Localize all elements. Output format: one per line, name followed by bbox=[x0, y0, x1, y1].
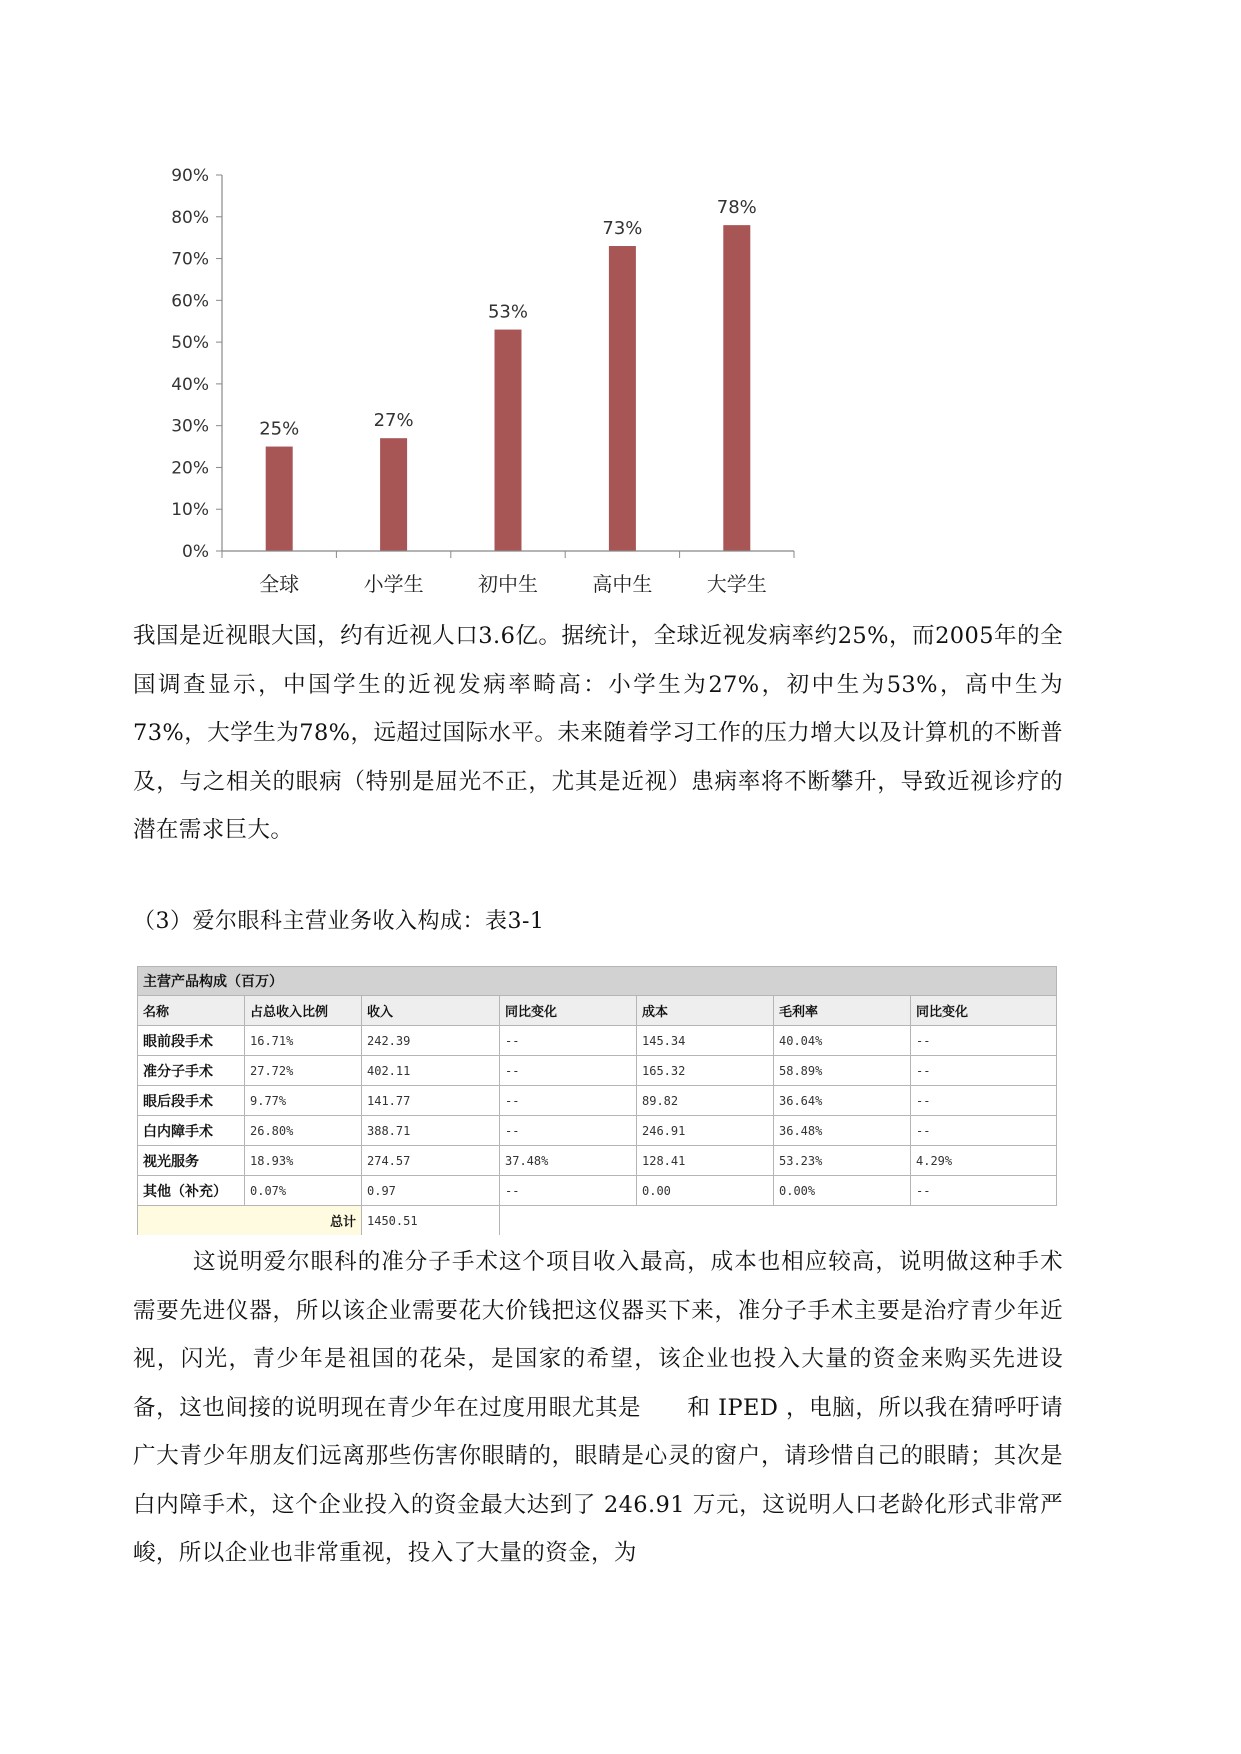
table-row bbox=[138, 1176, 1057, 1206]
bar bbox=[266, 447, 293, 551]
column-header: 收入 bbox=[362, 996, 500, 1026]
y-tick-label: 80% bbox=[171, 207, 209, 228]
category-label: 全球 bbox=[259, 572, 300, 596]
cell-margin-yoy: -- bbox=[911, 1056, 1057, 1086]
cell-share: 16.71% bbox=[245, 1026, 362, 1056]
column-header: 同比变化 bbox=[911, 996, 1057, 1026]
cell-cost: 165.32 bbox=[637, 1056, 774, 1086]
cell-margin: 53.23% bbox=[774, 1146, 911, 1176]
y-tick-label: 20% bbox=[171, 458, 209, 479]
data-label: 78% bbox=[716, 197, 757, 219]
revenue-composition-table bbox=[137, 966, 1057, 1235]
cell-yoy: -- bbox=[500, 1176, 637, 1206]
cell-revenue: 274.57 bbox=[362, 1146, 500, 1176]
cell-margin: 36.48% bbox=[774, 1116, 911, 1146]
cell-cost: 0.00 bbox=[637, 1176, 774, 1206]
y-tick-label: 50% bbox=[171, 333, 209, 354]
y-tick-label: 40% bbox=[171, 374, 209, 395]
column-header: 占总收入比例 bbox=[245, 996, 362, 1026]
total-label: 总计 bbox=[138, 1206, 362, 1236]
myopia-rate-bar-chart bbox=[0, 0, 1241, 620]
row-name: 白内障手术 bbox=[138, 1116, 245, 1146]
cell-margin-yoy: -- bbox=[911, 1116, 1057, 1146]
section-heading: （3）爱尔眼科主营业务收入构成：表3-1 bbox=[133, 909, 545, 934]
cell-margin: 58.89% bbox=[774, 1056, 911, 1086]
total-value: 1450.51 bbox=[362, 1206, 500, 1236]
data-label: 73% bbox=[602, 218, 643, 240]
column-header: 成本 bbox=[637, 996, 774, 1026]
cell-yoy: -- bbox=[500, 1086, 637, 1116]
cell-yoy: -- bbox=[500, 1056, 637, 1086]
cell-share: 9.77% bbox=[245, 1086, 362, 1116]
category-label: 小学生 bbox=[363, 572, 424, 596]
cell-margin-yoy: -- bbox=[911, 1086, 1057, 1116]
row-name: 视光服务 bbox=[138, 1146, 245, 1176]
y-tick-label: 10% bbox=[171, 500, 209, 521]
cell-revenue: 0.97 bbox=[362, 1176, 500, 1206]
table-row bbox=[138, 1056, 1057, 1086]
row-name: 眼前段手术 bbox=[138, 1026, 245, 1056]
cell-margin-yoy: -- bbox=[911, 1176, 1057, 1206]
cell-cost: 128.41 bbox=[637, 1146, 774, 1176]
y-tick-label: 60% bbox=[171, 291, 209, 312]
table-header-row bbox=[138, 996, 1057, 1026]
table-row bbox=[138, 1146, 1057, 1176]
row-name: 其他（补充） bbox=[138, 1176, 245, 1206]
cell-cost: 246.91 bbox=[637, 1116, 774, 1146]
table-row bbox=[138, 1116, 1057, 1146]
cell-share: 26.80% bbox=[245, 1116, 362, 1146]
revenue-table-container bbox=[137, 966, 1056, 1235]
cell-margin: 0.00% bbox=[774, 1176, 911, 1206]
cell-revenue: 388.71 bbox=[362, 1116, 500, 1146]
cell-yoy: -- bbox=[500, 1116, 637, 1146]
bar bbox=[723, 225, 750, 551]
data-label: 27% bbox=[373, 410, 414, 432]
cell-share: 0.07% bbox=[245, 1176, 362, 1206]
cell-yoy: -- bbox=[500, 1026, 637, 1056]
cell-margin-yoy: -- bbox=[911, 1026, 1057, 1056]
cell-revenue: 141.77 bbox=[362, 1086, 500, 1116]
cell-margin: 40.04% bbox=[774, 1026, 911, 1056]
bar bbox=[609, 246, 636, 551]
row-name: 眼后段手术 bbox=[138, 1086, 245, 1116]
bar bbox=[495, 330, 522, 551]
y-tick-label: 30% bbox=[171, 416, 209, 437]
category-label: 大学生 bbox=[706, 572, 767, 596]
cell-share: 18.93% bbox=[245, 1146, 362, 1176]
total-filler bbox=[500, 1206, 1057, 1236]
bar bbox=[380, 438, 407, 551]
cell-share: 27.72% bbox=[245, 1056, 362, 1086]
row-name: 准分子手术 bbox=[138, 1056, 245, 1086]
cell-revenue: 402.11 bbox=[362, 1056, 500, 1086]
cell-margin: 36.64% bbox=[774, 1086, 911, 1116]
table-row bbox=[138, 1086, 1057, 1116]
y-tick-label: 0% bbox=[182, 542, 209, 562]
table-total-row bbox=[138, 1206, 1057, 1236]
category-label: 初中生 bbox=[478, 572, 538, 596]
paragraph-analysis: 这说明爱尔眼科的准分子手术这个项目收入最高，成本也相应较高，说明做这种手术需要先进仪器，所以该企业需要花大价钱把这仪器买下来，准分子手术主要是治疗青少年近视，闪光，青少年是祖国的花朵，是国家的希望，该企业也投入大量的资金来购买先进设备，这也间接的说明现在青少年在过度用眼尤其是 和 IPED ，电脑，所以我在猜呼吁请广大青少年朋友们远离那些伤害你眼睛的，眼睛是心灵的窗户，请珍惜自己的眼睛；其次是白内障手术，这个企业投入的资金最大达到了 246.91 万元，这说明人口老龄化形式非常严峻，所以企业也非常重视，投入了大量的资金，为 bbox=[133, 1249, 1063, 1566]
column-header: 毛利率 bbox=[774, 996, 911, 1026]
column-header: 名称 bbox=[138, 996, 245, 1026]
table-caption: 主营产品构成（百万） bbox=[138, 967, 1057, 996]
category-label: 高中生 bbox=[592, 572, 653, 596]
cell-yoy: 37.48% bbox=[500, 1146, 637, 1176]
cell-cost: 145.34 bbox=[637, 1026, 774, 1056]
column-header: 同比变化 bbox=[500, 996, 637, 1026]
y-tick-label: 70% bbox=[171, 249, 209, 270]
cell-cost: 89.82 bbox=[637, 1086, 774, 1116]
cell-revenue: 242.39 bbox=[362, 1026, 500, 1056]
y-tick-label: 90% bbox=[171, 166, 209, 186]
paragraph-myopia-statistics: 我国是近视眼大国，约有近视人口3.6亿。据统计，全球近视发病率约25%，而2005年的全国调查显示，中国学生的近视发病率畸高：小学生为27%，初中生为53%，高中生为73%，大学生为78%，远超过国际水平。未来随着学习工作的压力增大以及计算机的不断普及，与之相关的眼病（特别是屈光不正，尤其是近视）患病率将不断攀升，导致近视诊疗的潜在需求巨大。 bbox=[133, 623, 1063, 843]
data-label: 53% bbox=[487, 301, 529, 323]
cell-margin-yoy: 4.29% bbox=[911, 1146, 1057, 1176]
data-label: 25% bbox=[259, 418, 300, 440]
table-caption-row bbox=[138, 967, 1057, 996]
table-row bbox=[138, 1026, 1057, 1056]
